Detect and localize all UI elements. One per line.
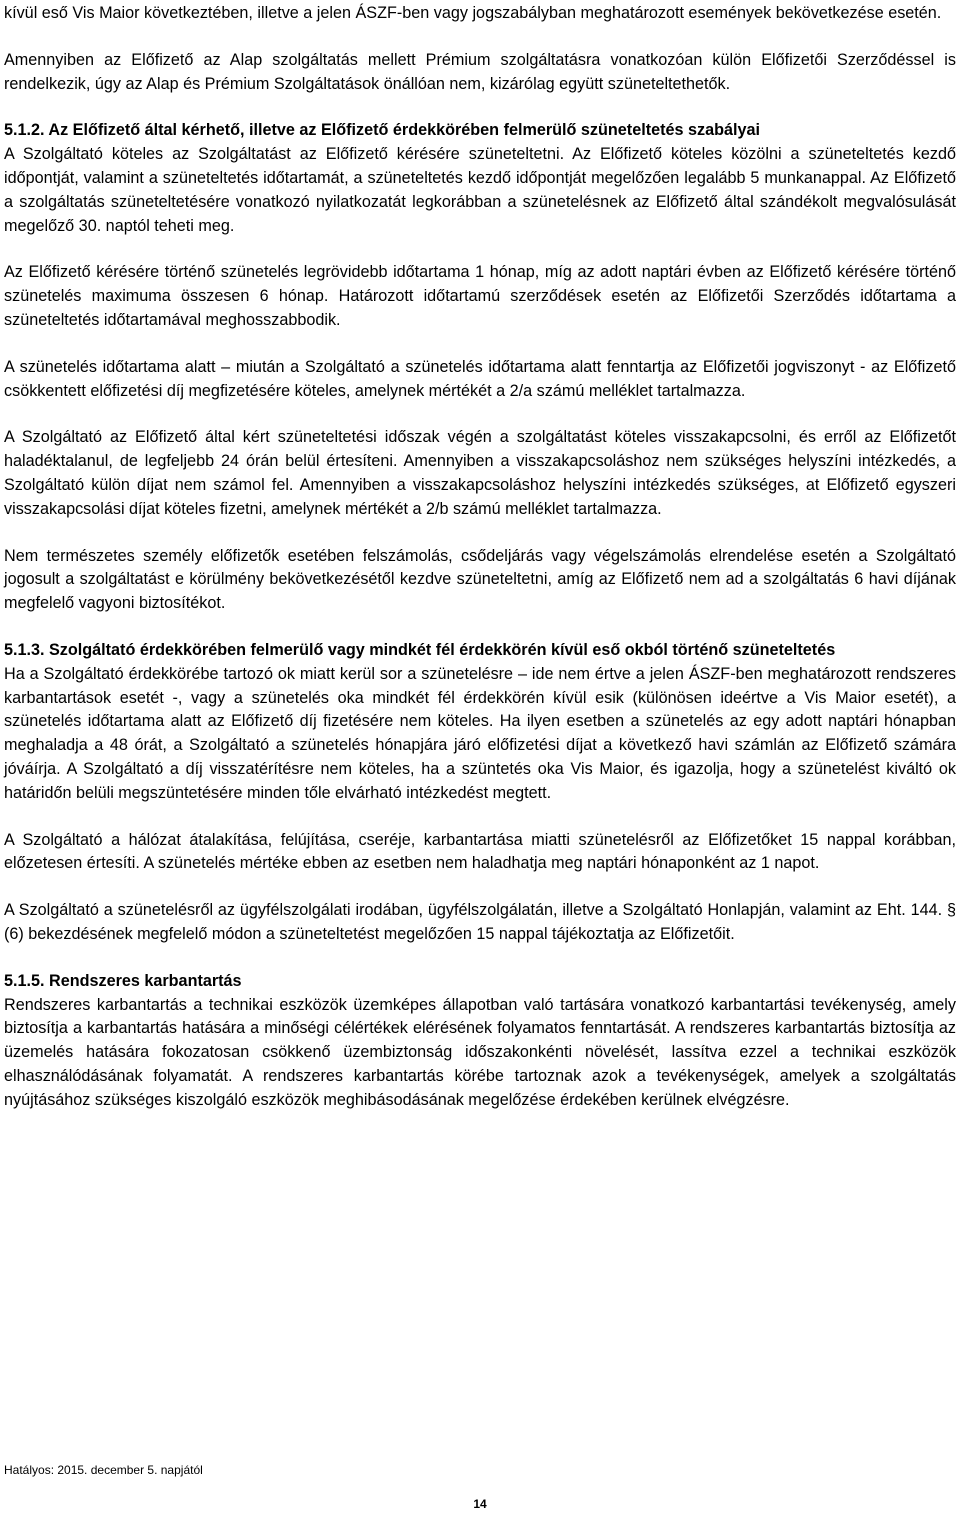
section-body-5-1-3: Ha a Szolgáltató érdekkörébe tartozó ok miatt kerül sor a szünetelésre – ide nem értve a jelen ÁSZF-ben meghatározott rendszeres karbantartások esetét -, vagy a szünetelés oka mindkét fél érdekkörén kívül esik (különösen ideértve a Vis Maior esetét), a szünetelés időtartama alatt az Előfizető díj fizetésére nem köteles. Ha ilyen esetben a szünetelés az egy adott naptári hónapban meghaladja a 48 órát, a Szolgáltató a szünetelés hónapjára járó előfizetési díjat a következő havi számlán az Előfizető számára jóváírja. A Szolgáltató a díj visszatérítésre nem köteles, ha a szüntetés oka Vis Maior, és igazolja, hogy a szünetelést kiváltó ok határidőn belüli megszüntetésére minden tőle elvárható intézkedést megtett. — [4, 664, 956, 802]
paragraph: Nem természetes személy előfizetők esetében felszámolás, csődeljárás vagy végelszámolás elrendelése esetén a Szolgáltató jogosult a szolgáltatást e körülmény bekövetkezésétől kezdve szüneteltetni, amíg az Előfizető nem ad a szolgáltatás 6 havi díjának megfelelő vagyoni biztosítékot. — [4, 546, 956, 613]
section-heading-5-1-5: 5.1.5. Rendszeres karbantartás — [4, 971, 242, 990]
paragraph: A Szolgáltató az Előfizető által kért szüneteltetési időszak végén a szolgáltatást köteles visszakapcsolni, és erről az Előfizetőt haladéktalanul, de legfeljebb 24 órán belül értesíteni. Amennyiben a visszakapcsoláshoz nem szükséges helyszíni intézkedés, a Szolgáltató külön díjat nem számol fel. Amennyiben a visszakapcsoláshoz helyszíni intézkedés szükséges, at Előfizető egyszeri visszakapcsolási díjat köteles fizetni, amelynek mértékét a 2/b számú melléklet tartalmazza. — [4, 428, 956, 518]
section-body-5-1-5: Rendszeres karbantartás a technikai eszközök üzemképes állapotban való tartására vonatkozó karbantartási tevékenység, amely biztosítja a karbantartás hatására a minőségi célértékek elérésének folyamatos fenntartását. A rendszeres karbantartás biztosítja az üzemelés hatására fokozatosan csökkenő üzembiztonság időszakonkénti növelését, lassítva ezzel a technikai eszközök elhasználódásának folyamatát. A rendszeres karbantartás körébe tartoznak azok a tevékenységek, amelyek a szolgáltatás nyújtásához szükséges kiszolgáló eszközök meghibásodásának megelőzése érdekében kerülnek elvégzésre. — [4, 995, 956, 1109]
paragraph: A szünetelés időtartama alatt – miután a Szolgáltató a szünetelés időtartama alatt fenntartja az Előfizetői jogviszonyt - az Előfizető csökkentett előfizetési díj megfizetésére köteles, amelynek mértékét a 2/a számú melléklet tartalmazza. — [4, 357, 956, 400]
paragraph: Az Előfizető kérésére történő szünetelés legrövidebb időtartama 1 hónap, míg az adott naptári évben az Előfizető kérésére történő szünetelés maximuma összesen 6 hónap. Határozott időtartamú szerződések esetén az Előfizetői Szerződés időtartama a szüneteltetés időtartamával meghosszabbodik. — [4, 263, 956, 329]
footer-valid-from: Hatályos: 2015. december 5. napjától — [4, 1463, 203, 1477]
paragraph: A Szolgáltató a hálózat átalakítása, felújítása, cseréje, karbantartása miatti szünetelésről az Előfizetőket 15 nappal korábban, előzetesen értesíti. A szünetelés mértéke ebben az esetben nem haladhatja meg naptári hónaponként az 1 napot. — [4, 830, 956, 873]
page-number: 14 — [473, 1497, 487, 1511]
paragraph: A Szolgáltató a szünetelésről az ügyfélszolgálati irodában, ügyfélszolgálatán, illetve a Szolgáltató Honlapján, valamint az Eht. 144. § (6) bekezdésének megfelelő módon a szüneteltetést megelőzően 15 nappal tájékoztatja az Előfizetőit. — [4, 901, 956, 943]
section-heading-5-1-3: 5.1.3. Szolgáltató érdekkörében felmerülő vagy mindkét fél érdekkörén kívül eső okból történő szüneteltetés — [4, 640, 836, 659]
section-body-5-1-2: A Szolgáltató köteles az Szolgáltatást az Előfizető kérésére szüneteltetni. Az Előfizető köteles közölni a szüneteltetés kezdő időpontját, valamint a szüneteltetés időtartamát, a szüneteltetés kezdő időpontját megelőzően legalább 5 munkanappal. Az Előfizető a szolgáltatás szüneteltetésére vonatkozó nyilatkozatát legkorábban a szünetelésnek az Előfizető által szándékolt megvalósulását megelőző 30. naptól teheti meg. — [4, 145, 956, 235]
paragraph: kívül eső Vis Maior következtében, illetve a jelen ÁSZF-ben vagy jogszabályban meghatározott események bekövetkezése esetén. — [4, 4, 942, 22]
paragraph: Amennyiben az Előfizető az Alap szolgáltatás mellett Prémium szolgáltatásra vonatkozóan külön Előfizetői Szerződéssel is rendelkezik, úgy az Alap és Prémium Szolgáltatások önállóan nem, kizárólag együtt szüneteltethetők. — [4, 50, 956, 93]
section-heading-5-1-2: 5.1.2. Az Előfizető által kérhető, illetve az Előfizető érdekkörében felmerülő szüneteltetés szabályai — [4, 121, 760, 140]
